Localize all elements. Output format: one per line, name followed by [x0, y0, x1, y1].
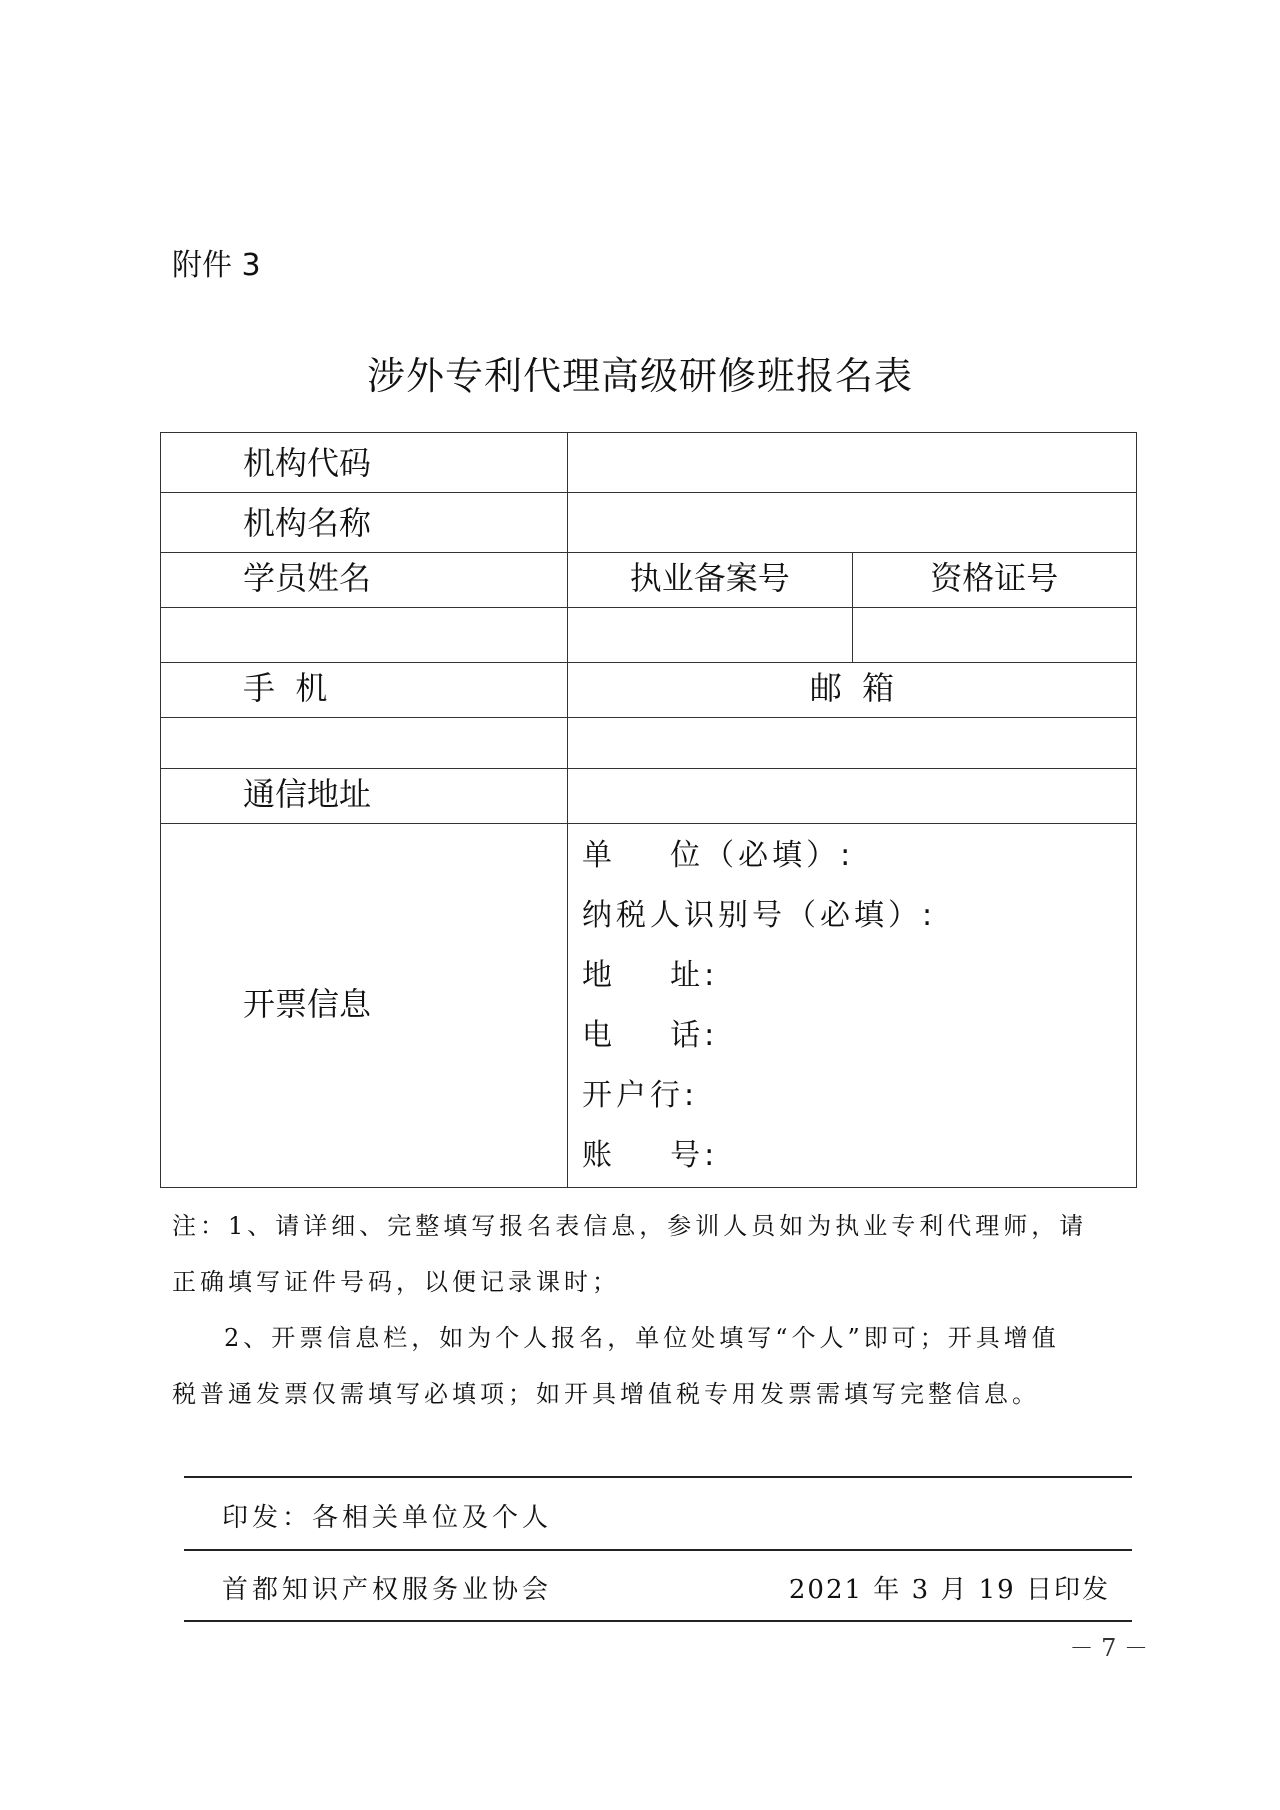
org-name-label: 机构名称: [161, 493, 568, 553]
cert-no-field[interactable]: [852, 608, 1137, 663]
footer-bottom-rule: [184, 1620, 1132, 1622]
distribution-text: 印发：各相关单位及个人: [222, 1503, 553, 1533]
practice-no-field[interactable]: [568, 608, 853, 663]
page-title: 涉外专利代理高级研修班报名表: [366, 354, 913, 398]
footer-middle-rule: [184, 1549, 1132, 1551]
student-name-field[interactable]: [161, 608, 568, 663]
org-code-label: 机构代码: [161, 433, 568, 493]
invoice-tax-id: 纳税人识别号（必填）:: [582, 897, 937, 933]
note-line-3: 2、开票信息栏，如为个人报名，单位处填写“个人”即可；开具增值: [224, 1324, 1060, 1352]
mobile-field[interactable]: [161, 718, 568, 769]
org-name-field[interactable]: [568, 493, 1137, 553]
invoice-account: 账 号:: [582, 1137, 719, 1173]
email-label: 邮 箱: [568, 663, 1137, 718]
invoice-label: 开票信息: [161, 824, 568, 1188]
page-number: － 7 －: [1069, 1634, 1148, 1662]
registration-form: [160, 432, 1137, 1188]
note-line-1: 注：1、请详细、完整填写报名表信息，参训人员如为执业专利代理师，请: [172, 1212, 1088, 1240]
mobile-label: 手 机: [161, 663, 568, 718]
org-code-field[interactable]: [568, 433, 1137, 493]
invoice-unit: 单 位（必填）:: [582, 837, 855, 873]
attachment-label: 附件 3: [172, 248, 261, 283]
email-field[interactable]: [568, 718, 1137, 769]
note-line-2: 正确填写证件号码，以便记录课时；: [172, 1268, 620, 1296]
invoice-bank: 开户行:: [582, 1077, 699, 1113]
note-line-4: 税普通发票仅需填写必填项；如开具增值税专用发票需填写完整信息。: [172, 1380, 1040, 1408]
invoice-fields[interactable]: [568, 824, 1137, 1188]
address-field[interactable]: [568, 769, 1137, 824]
student-name-label: 学员姓名: [161, 553, 568, 608]
invoice-phone: 电 话:: [582, 1017, 719, 1053]
cert-no-label: 资格证号: [852, 553, 1137, 608]
address-label: 通信地址: [161, 769, 568, 824]
issue-date: 2021 年 3 月 19 日印发: [788, 1575, 1110, 1605]
practice-no-label: 执业备案号: [568, 553, 853, 608]
issuer-name: 首都知识产权服务业协会: [222, 1575, 553, 1605]
footer-top-rule: [184, 1476, 1132, 1478]
invoice-address: 地 址:: [582, 957, 719, 993]
